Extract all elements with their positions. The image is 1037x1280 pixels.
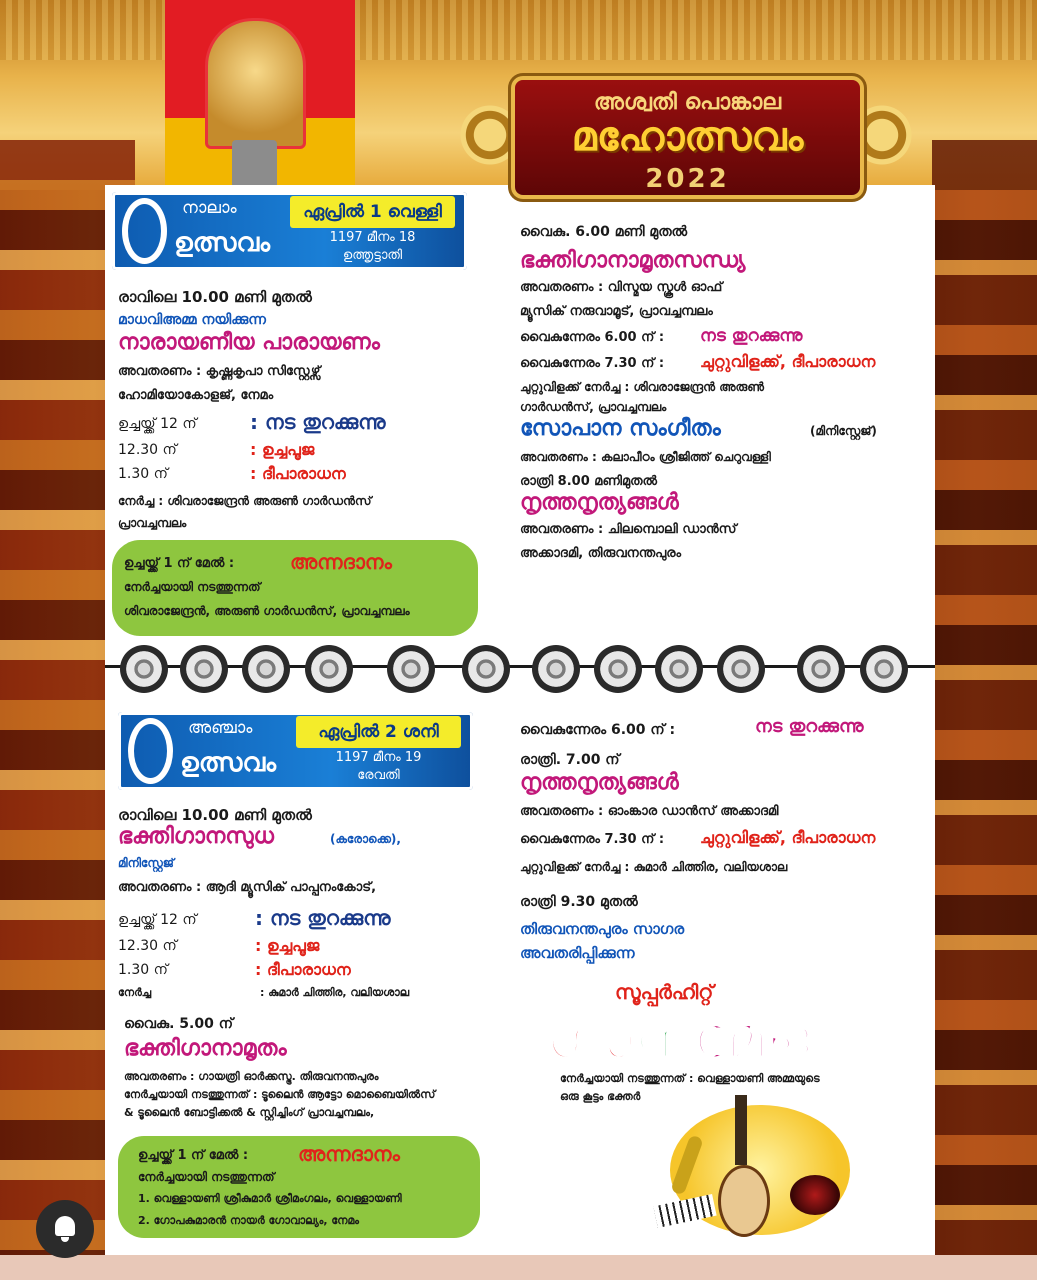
day2-r10: അവതരിപ്പിക്കുന്ന	[520, 944, 635, 962]
day1-date: ഏപ്രിൽ 1 വെള്ളി	[290, 196, 455, 228]
temple-carving-right	[932, 140, 1037, 1280]
day2-l6: : നട തുറക്കുന്നു	[255, 906, 391, 930]
day2-banner-emblem	[128, 718, 173, 784]
day2-l13: വൈകു. 5.00 ന്	[124, 1016, 233, 1032]
wheel-icon	[594, 645, 642, 693]
day2-ann-title: അന്നദാനം	[298, 1142, 400, 1166]
wheel-icon	[655, 645, 703, 693]
title-main: മഹോത്സവം	[571, 114, 804, 160]
day2-era: 1197 മീനം 19	[335, 750, 422, 765]
day2-r3: നൃത്തനൃത്യങ്ങൾ	[520, 770, 679, 795]
notification-button[interactable]	[36, 1200, 94, 1258]
day1-ann-title: അന്നദാനം	[290, 550, 392, 574]
day2-num: അഞ്ചാം	[188, 718, 253, 738]
day1-l1: മാധവിഅമ്മ നയിക്കുന്ന	[118, 312, 266, 328]
day1-r2: അവതരണം : വിസ്മയ സ്കൂൾ ഓഫ്	[520, 280, 723, 295]
ganamela-sub: സൂപ്പർഹിറ്റ്	[615, 980, 714, 1004]
ganamela-note-1: നേർച്ചയായി നടത്തുന്നത് : വെള്ളായണി അമ്മയുടെ	[560, 1072, 820, 1085]
day1-star: ഉത്തൃട്ടാതി	[342, 248, 403, 263]
ganamela-title	[545, 1000, 811, 1074]
day2-r7: ചുറ്റുവിളക്ക് നേർച്ച : കുമാർ ചിത്തിര, വലിയശാല	[520, 860, 788, 874]
day2-l1: ഭക്തിഗാനസുധ	[118, 824, 274, 849]
day1-l3: അവതരണം : കൃഷ്ണകൃപാ സിസ്റ്റേഴ്സ്	[118, 364, 321, 379]
wheel-icon	[305, 645, 353, 693]
day1-r8: ചുറ്റുവിളക്ക് നേർച്ച : ശിവരാജേന്ദ്രൻ അരുൺ	[520, 380, 765, 394]
day2-l8: : ഉച്ചപൂജ	[255, 936, 320, 955]
bell-clapper	[61, 1237, 69, 1242]
day2-r2: രാത്രി. 7.00 ന്	[520, 752, 620, 768]
day1-r15: അവതരണം : ചിലമ്പൊലി ഡാൻസ്	[520, 522, 737, 537]
day2-ann-line4: 2. ഗോപകുമാരൻ നായർ ഗോവാല്യം, നേമം	[138, 1214, 359, 1227]
day2-l12: : കുമാർ ചിത്തിര, വലിയശാല	[260, 986, 410, 999]
day1-r5: നട തുറക്കുന്നു	[700, 326, 803, 346]
ganamela-part-1: ഗാ	[545, 1000, 634, 1073]
day2-l11: നേർച്ച	[118, 986, 152, 999]
day1-r3: മ്യൂസിക് നരുവാമൂട്, പ്രാവച്ചമ്പലം	[520, 304, 713, 319]
day1-r1: ഭക്തിഗാനാമൃതസന്ധ്യ	[520, 248, 746, 273]
day1-l4: ഹോമിയോകോളജ്, നേമം	[118, 388, 274, 403]
day2-l2: (കരോക്കെ),	[330, 832, 401, 846]
deity-pedestal	[232, 140, 277, 190]
day1-r7: ചുറ്റുവിളക്ക്, ദീപാരാധന	[700, 352, 876, 371]
ganamela-note-2: ഒരു കൂട്ടം ഭക്തർ	[560, 1090, 641, 1103]
guitar-icon	[718, 1165, 770, 1237]
wheel-icon	[860, 645, 908, 693]
day1-era: 1197 മീനം 18	[329, 230, 416, 245]
day2-l9: 1.30 ന്	[118, 962, 168, 978]
day1-r11: (മിനിസ്റ്റേജ്)	[810, 424, 877, 438]
day1-r16: അക്കാദമി, തിരുവനന്തപുരം	[520, 546, 682, 561]
title-year: 2022	[645, 164, 730, 194]
day2-word: ഉത്സവം	[180, 748, 277, 778]
day1-ann-line3: ശിവരാജേന്ദ്രൻ, അരുൺ ഗാർഡൻസ്, പ്രാവച്ചമ്പലം	[124, 604, 410, 618]
day2-ann-line3: 1. വെള്ളായണി ശ്രീകുമാർ ശ്രീമംഗലം, വെള്ളായണി	[138, 1192, 402, 1205]
day1-ann-line2: നേർച്ചയായി നടത്തുന്നത്	[124, 580, 261, 594]
day1-l0: രാവിലെ 10.00 മണി മുതൽ	[118, 288, 312, 306]
music-instruments-image	[650, 1095, 865, 1245]
day2-l4: അവതരണം : ആദി മ്യൂസിക് പാപ്പനംകോട്,	[118, 880, 377, 895]
day2-date: ഏപ്രിൽ 2 ശനി	[296, 716, 461, 748]
day2-l10: : ദീപാരാധന	[255, 960, 351, 979]
day1-l10: : ദീപാരാധന	[250, 464, 346, 483]
day2-ann-line2: നേർച്ചയായി നടത്തുന്നത്	[138, 1170, 275, 1184]
day1-ann-line1: ഉച്ചയ്ക്ക് 1 ന് മേൽ :	[124, 556, 235, 571]
wheel-icon	[120, 645, 168, 693]
day1-l2: നാരായണീയ പാരായണം	[118, 330, 380, 355]
day1-l8: : ഉച്ചപൂജ	[250, 440, 315, 459]
drum-icon	[790, 1175, 840, 1215]
wheel-icon	[242, 645, 290, 693]
day1-l9: 1.30 ന്	[118, 466, 168, 482]
day1-r10: സോപാന സംഗീതം	[520, 416, 721, 441]
wheel-icon	[462, 645, 510, 693]
day2-banner	[118, 712, 473, 790]
festival-title	[455, 70, 917, 205]
day2-l0: രാവിലെ 10.00 മണി മുതൽ	[118, 806, 312, 824]
day2-l7: 12.30 ന്	[118, 938, 177, 954]
guitar-neck-icon	[735, 1095, 747, 1165]
day2-r8: രാത്രി 9.30 മുതൽ	[520, 894, 638, 910]
day2-r1: നട തുറക്കുന്നു	[755, 716, 864, 737]
ganamela-part-3: മേള	[692, 1000, 811, 1073]
day1-l5: ഉച്ചയ്ക്ക് 12 ന്	[118, 416, 197, 432]
day2-l15: അവതരണം : ഗായത്രി ഓർക്കസ്ട്ര. തിരുവനന്തപുരം	[124, 1070, 379, 1083]
day1-num: നാലാം	[182, 198, 237, 218]
day2-r0: വൈകുന്നേരം 6.00 ന് :	[520, 722, 676, 738]
day1-r4: വൈകുന്നേരം 6.00 ന് :	[520, 330, 665, 345]
day2-l17: & ടൂലൈൻ ബോട്ടിക്കൽ & സ്റ്റിച്ചിംഗ് പ്രാവച്ചമ്പലം,	[124, 1106, 375, 1119]
day1-l12: പ്രാവച്ചമ്പലം	[118, 516, 187, 530]
wheel-icon	[717, 645, 765, 693]
day1-r9: ഗാർഡൻസ്, പ്രാവച്ചമ്പലം	[520, 400, 667, 414]
day2-l16: നേർച്ചയായി നടത്തുന്നത് : ടൂലൈൻ ആട്ടോ മൊബൈയിൽസ്	[124, 1088, 436, 1101]
day1-r14: നൃത്തനൃത്യങ്ങൾ	[520, 490, 679, 515]
day2-r5: വൈകുന്നേരം 7.30 ന് :	[520, 832, 665, 847]
wheel-icon	[180, 645, 228, 693]
day1-banner-emblem	[122, 198, 167, 264]
day2-l14: ഭക്തിഗാനാമൃതം	[124, 1036, 287, 1061]
day2-l3: മിനിസ്റ്റേജ്	[118, 856, 174, 870]
wheel-icon	[797, 645, 845, 693]
deity-image	[205, 18, 306, 149]
ganamela-part-2: ന	[633, 1000, 693, 1073]
bell-icon	[55, 1216, 75, 1236]
day1-r0: വൈകു. 6.00 മണി മുതൽ	[520, 224, 688, 240]
day2-r4: അവതരണം : ഓംങ്കാര ഡാൻസ് അക്കാദമി	[520, 804, 779, 819]
day1-l6: : നട തുറക്കുന്നു	[250, 410, 386, 434]
day1-word: ഉത്സവം	[174, 228, 271, 258]
bottom-band	[0, 1255, 1037, 1280]
day1-l11: നേർച്ച : ശിവരാജേന്ദ്രൻ അരുൺ ഗാർഡൻസ്	[118, 494, 372, 508]
day1-r6: വൈകുന്നേരം 7.30 ന് :	[520, 356, 665, 371]
day1-l7: 12.30 ന്	[118, 442, 177, 458]
day2-l5: ഉച്ചയ്ക്ക് 12 ന്	[118, 912, 197, 928]
day1-r12: അവതരണം : കലാപീഠം ശ്രീജിത്ത് ചെറുവള്ളി	[520, 450, 771, 464]
wheel-icon	[532, 645, 580, 693]
day2-r9: തിരുവനന്തപുരം സാഗര	[520, 920, 685, 938]
day2-ann-line1: ഉച്ചയ്ക്ക് 1 ന് മേൽ :	[138, 1148, 249, 1163]
wheel-icon	[387, 645, 435, 693]
title-sub: അശ്വതി പൊങ്കാല	[593, 90, 782, 115]
day2-star: രേവതി	[357, 768, 400, 783]
day1-banner	[112, 192, 467, 270]
day1-r13: രാത്രി 8.00 മണിമുതൽ	[520, 474, 658, 489]
day2-r6: ചുറ്റുവിളക്ക്, ദീപാരാധന	[700, 828, 876, 847]
